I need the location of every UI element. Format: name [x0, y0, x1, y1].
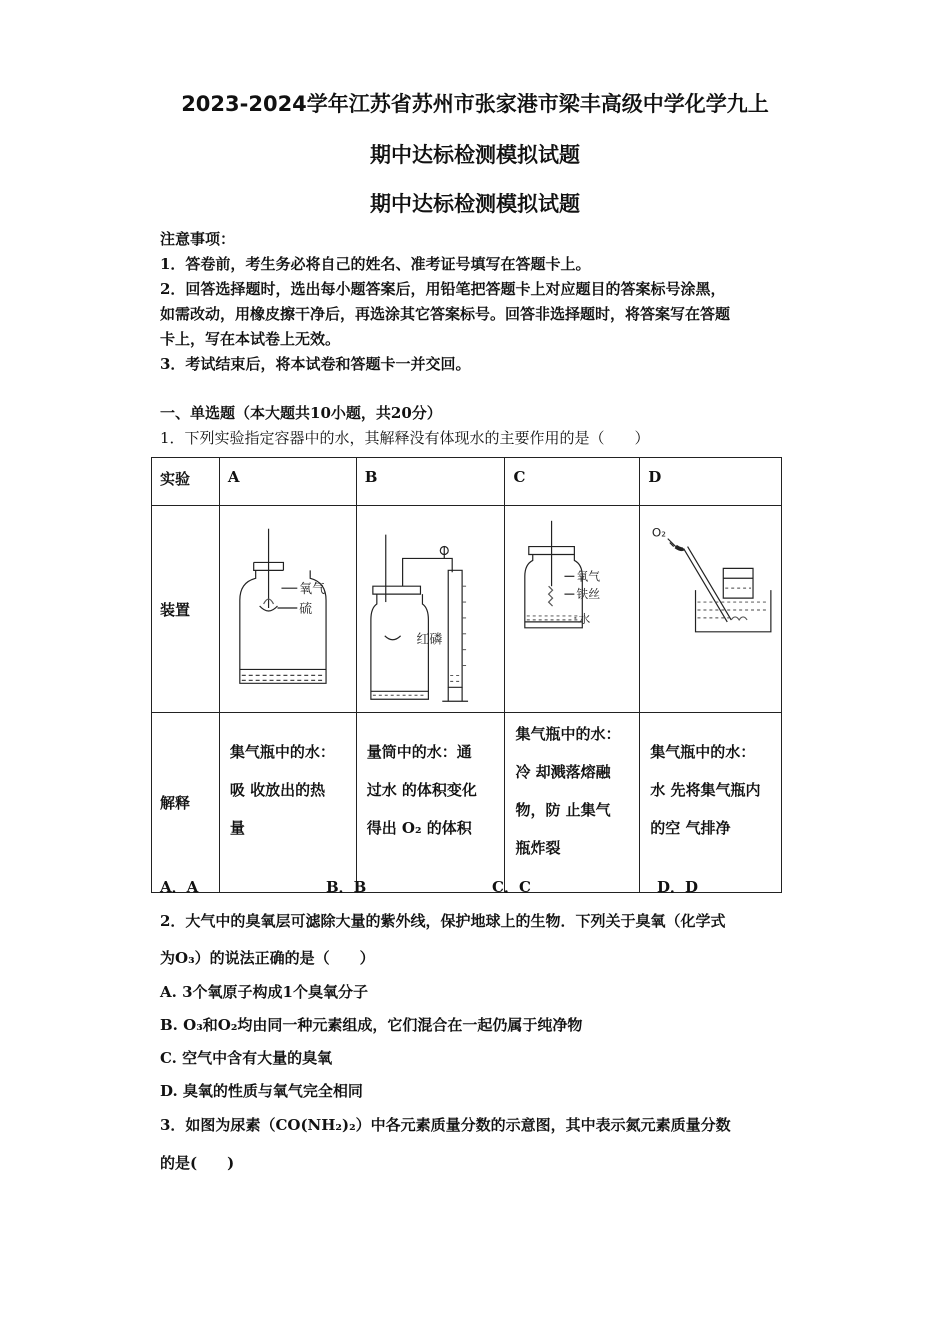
device-cell-d [640, 506, 782, 713]
notice-item-1: 1．答卷前，考生务必将自己的姓名、准考证号填写在答题卡上。 [160, 255, 591, 273]
row-label-device: 装置 [152, 506, 220, 713]
notice-item-2-line3: 卡上，写在本试卷上无效。 [160, 330, 341, 348]
device-cell-a [219, 506, 356, 713]
table-header-row [152, 458, 782, 506]
gas-collection-diagram [640, 506, 781, 712]
explain-cell-b: 量筒中的水：通 过水 的体积变化 得出 O₂ 的体积 [356, 713, 505, 893]
section-heading: 一、单选题（本大题共10小题，共20分） [160, 404, 442, 422]
device-cell-c [505, 506, 640, 713]
q1-option-b[interactable]: B．B [326, 878, 367, 896]
label-red-phosphorus: 红磷 [416, 632, 442, 648]
q3-stem-line1: 3．如图为尿素（CO(NH₂)₂）中各元素质量分数的示意图，其中表示氮元素质量分数 [160, 1116, 731, 1134]
header-cell-experiment: 实验 [152, 458, 220, 506]
q1-stem: 1．下列实验指定容器中的水，其解释没有体现水的主要作用的是（ ） [160, 429, 650, 447]
q3-stem-line2: 的是( ) [160, 1154, 235, 1172]
experiment-table [151, 457, 782, 893]
notice-item-2-line2: 如需改动，用橡皮擦干净后，再选涂其它答案标号。回答非选择题时，将答案写在答题 [160, 305, 731, 323]
header-cell-d: D [640, 458, 782, 506]
label-o2-d: O₂ [652, 525, 667, 540]
q1-option-d[interactable]: D．D [657, 878, 699, 896]
q2-option-a[interactable]: A. 3个氧原子构成1个臭氧分子 [160, 983, 368, 1001]
row-label-explain: 解释 [152, 713, 220, 893]
q1-option-a[interactable]: A．A [160, 878, 199, 896]
label-iron-wire: 铁丝 [576, 587, 601, 602]
header-cell-c: C [505, 458, 640, 506]
explain-cell-a: 集气瓶中的水： 吸 收放出的热 量 [219, 713, 356, 893]
header-cell-b: B [356, 458, 505, 506]
sulfur-combustion-diagram [220, 506, 356, 712]
label-sulfur-a: 硫 [299, 601, 313, 617]
explain-cell-d: 集气瓶中的水： 水 先将集气瓶内 的空 气排净 [640, 713, 782, 893]
label-oxygen-c: 氧气 [576, 569, 601, 584]
red-phosphorus-diagram [357, 506, 505, 712]
q2-option-b[interactable]: B. O₃和O₂均由同一种元素组成，它们混合在一起仍属于纯净物 [160, 1016, 583, 1034]
label-oxygen-a: 氧气 [299, 582, 325, 598]
table-device-row [152, 506, 782, 713]
notice-item-2-line1: 2．回答选择题时，选出每小题答案后，用铅笔把答题卡上对应题目的答案标号涂黑， [160, 280, 726, 298]
doc-title-line2: 期中达标检测模拟试题 [370, 143, 580, 167]
iron-wire-combustion-diagram [505, 506, 639, 712]
q2-stem-line2: 为O₃）的说法正确的是（ ） [160, 949, 375, 967]
table-explain-row [152, 713, 782, 893]
q2-option-d[interactable]: D. 臭氧的性质与氧气完全相同 [160, 1082, 363, 1100]
q2-option-c[interactable]: C. 空气中含有大量的臭氧 [160, 1049, 333, 1067]
doc-title-line3: 期中达标检测模拟试题 [370, 192, 580, 216]
doc-title-line1: 2023-2024学年江苏省苏州市张家港市梁丰高级中学化学九上 [181, 92, 769, 116]
label-water-c: 水 [578, 611, 591, 626]
notice-item-3: 3．考试结束后，将本试卷和答题卡一并交回。 [160, 355, 471, 373]
q1-option-c[interactable]: C．C [492, 878, 531, 896]
explain-cell-c: 集气瓶中的水： 冷 却溅落熔融 物，防 止集气 瓶炸裂 [505, 713, 640, 893]
device-cell-b [356, 506, 505, 713]
header-cell-a: A [219, 458, 356, 506]
notice-heading: 注意事项： [160, 230, 236, 248]
q2-stem-line1: 2．大气中的臭氧层可滤除大量的紫外线，保护地球上的生物．下列关于臭氧（化学式 [160, 912, 726, 930]
